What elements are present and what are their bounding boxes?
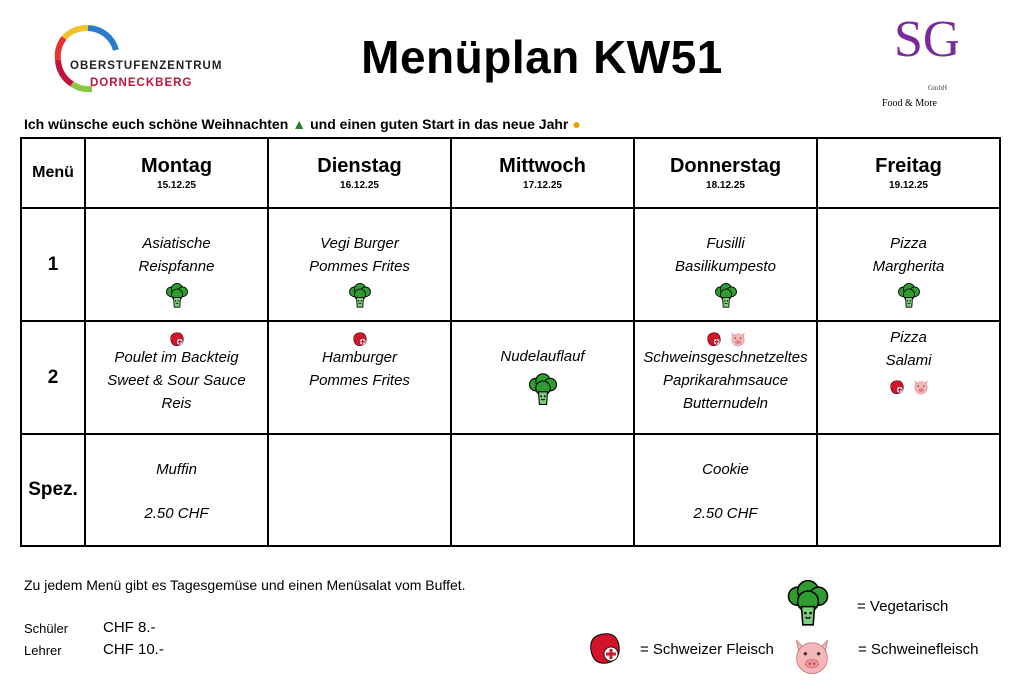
dish-line: Paprikarahmsauce: [662, 372, 789, 389]
menu-cell: [451, 208, 634, 321]
dish-line: Vegi Burger: [320, 235, 399, 252]
table-header-row: [21, 138, 1000, 208]
partner-logo: [868, 10, 958, 110]
dish: [452, 322, 633, 402]
menu-cell: [451, 434, 634, 546]
broccoli-icon: [346, 282, 374, 317]
table-row: [21, 434, 1000, 546]
menu-cell: [634, 321, 817, 434]
menu-cell: [268, 434, 451, 546]
dish: [635, 209, 816, 312]
table-row: [21, 321, 1000, 434]
school-logo-place: DORNECKBERG: [90, 77, 193, 89]
price-value-teachers: CHF 10.-: [103, 641, 164, 658]
day-date: 15.12.25: [157, 180, 196, 191]
menu-cell: [817, 208, 1000, 321]
dish-icons: [269, 282, 450, 312]
day-date: 16.12.25: [340, 180, 379, 191]
day-header-montag: [85, 138, 268, 208]
dish-icons: [635, 282, 816, 312]
day-date: 18.12.25: [706, 180, 745, 191]
day-name: Montag: [140, 155, 213, 177]
menu-table: [20, 137, 1001, 547]
menu-cell: [268, 208, 451, 321]
day-name: Dienstag: [317, 155, 402, 177]
dish-line: Nudelauflauf: [500, 348, 585, 365]
row-label: 2: [21, 321, 85, 434]
dish: [86, 435, 267, 525]
dish-icons: [818, 282, 999, 312]
dish-line: Pommes Frites: [309, 372, 410, 389]
dish-line: Margherita: [872, 258, 945, 275]
legend-swiss-meat-icon: [585, 627, 625, 674]
dish-line: Pizza: [890, 329, 927, 346]
broccoli-icon: [712, 282, 740, 317]
dish-line: Cookie: [702, 461, 749, 478]
menu-cell: [451, 321, 634, 434]
day-date: 19.12.25: [889, 180, 928, 191]
dish-line: Poulet im Backteig: [114, 349, 239, 366]
broccoli-icon: [525, 372, 561, 415]
price-label-teachers: Lehrer: [24, 643, 62, 658]
dish: [452, 435, 633, 459]
dish-line: Salami: [885, 352, 932, 369]
day-header-freitag: [817, 138, 1000, 208]
dish-icons: [818, 378, 999, 408]
price-label-students: Schüler: [24, 621, 69, 636]
partner-logo-tagline: Food & More: [882, 98, 937, 109]
dish: [86, 209, 267, 312]
dish-line: Hamburger: [321, 349, 398, 366]
dish-price: 2.50 CHF: [693, 505, 758, 522]
partner-logo-mark-icon: [868, 10, 958, 100]
dish-line: Pommes Frites: [309, 258, 410, 275]
partner-logo-small: GmbH: [928, 84, 948, 92]
day-name: Mittwoch: [499, 155, 586, 177]
dish-line: Basilikumpesto: [675, 258, 776, 275]
menu-column-header: Menü: [21, 138, 85, 208]
day-name: Freitag: [875, 155, 942, 177]
row-label: 1: [21, 208, 85, 321]
menu-cell: [85, 208, 268, 321]
dish-line: Reis: [161, 395, 192, 412]
greeting: [24, 116, 581, 132]
swiss-meat-icon: [888, 378, 906, 403]
dish-icons: [86, 282, 267, 312]
price-value-students: CHF 8.-: [103, 619, 156, 636]
legend-broccoli-icon: [782, 578, 834, 635]
dish: [269, 435, 450, 459]
day-header-donnerstag: [634, 138, 817, 208]
broccoli-icon: [163, 282, 191, 317]
menu-cell: [634, 208, 817, 321]
dish-line: Schweinsgeschnetzeltes: [643, 349, 808, 366]
page-title: Menüplan KW51: [361, 31, 723, 83]
dish: [269, 322, 450, 392]
dish-price: 2.50 CHF: [144, 505, 209, 522]
partner-logo-letter-s: SG: [894, 11, 958, 68]
dish: [818, 209, 999, 312]
legend-pork: = Schweinefleisch: [858, 641, 979, 658]
day-name: Donnerstag: [669, 155, 782, 177]
table-row: [21, 208, 1000, 321]
dish: [818, 322, 999, 408]
dish-line: Pizza: [890, 235, 927, 252]
dish: [635, 322, 816, 415]
day-header-dienstag: [268, 138, 451, 208]
row-label: Spez.: [21, 434, 85, 546]
dish: [452, 209, 633, 232]
dish-line: Fusilli: [706, 235, 745, 252]
dish-icons: [452, 372, 633, 402]
school-logo-name: OBERSTUFENZENTRUM: [70, 60, 223, 72]
legend-vegetarian: = Vegetarisch: [857, 598, 949, 615]
dish-line: Sweet & Sour Sauce: [107, 372, 246, 389]
dish: [269, 209, 450, 312]
christmas-tree-icon: ▲: [292, 116, 307, 132]
menu-cell: [817, 434, 1000, 546]
dish-line: Reispfanne: [138, 258, 215, 275]
menu-cell: [85, 321, 268, 434]
menu-cell: [85, 434, 268, 546]
table-body: [21, 208, 1000, 546]
dish-line: Asiatische: [142, 235, 211, 252]
day-date: 17.12.25: [523, 180, 562, 191]
dish: [818, 435, 999, 459]
menu-cell: [634, 434, 817, 546]
dish-line: Muffin: [156, 461, 197, 478]
legend-swiss-meat: = Schweizer Fleisch: [640, 641, 774, 658]
party-face-icon: ●: [572, 116, 581, 132]
broccoli-icon: [895, 282, 923, 317]
pig-icon: [912, 378, 930, 403]
greeting-text: Ich wünsche euch schöne Weihnachten: [24, 116, 289, 132]
legend-pig-icon: [790, 634, 834, 683]
dish: [635, 435, 816, 525]
dish-line: Butternudeln: [682, 395, 769, 412]
dish: [86, 322, 267, 415]
menu-cell: [817, 321, 1000, 434]
footer-note: Zu jedem Menü gibt es Tagesgemüse und einen Menüsalat vom Buffet.: [24, 577, 466, 593]
day-header-mittwoch: [451, 138, 634, 208]
greeting-text-end: und einen guten Start in das neue Jahr: [310, 116, 569, 132]
menu-cell: [268, 321, 451, 434]
